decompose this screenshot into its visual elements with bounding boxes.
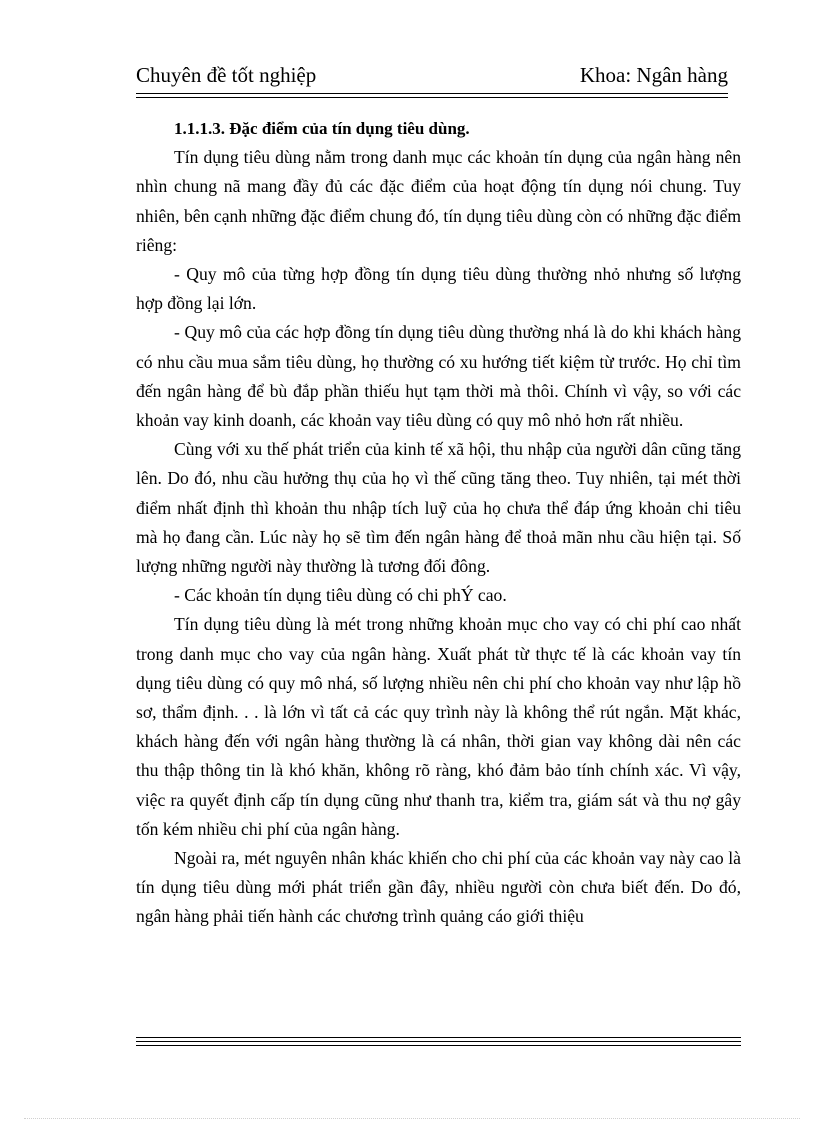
- paragraph-cost-detail: Tín dụng tiêu dùng là mét trong những khoản mục cho vay có chi phí cao nhất trong danh mục cho vay của ngân hàng. Xuất phát từ thực tế là các khoản vay tín dụng tiêu dùng có quy mô nhá, số lượng nhiều nên chi phí cho khoản vay như lập hồ sơ, thẩm định. . . là lớn vì tất cả các quy trình này là không thể rút ngắn. Mặt khác, khách hàng đến với ngân hàng thường là cá nhân, thời gian vay không dài nên các thu thập thông tin là khó khăn, không rõ ràng, khó đảm bảo tính chính xác. Vì vậy, việc ra quyết định cấp tín dụng cũng như thanh tra, kiểm tra, giám sát và thu nợ gây tốn kém nhiều chi phí của ngân hàng.: [136, 614, 741, 839]
- header-faculty: Khoa: Ngân hàng: [579, 63, 728, 87]
- paragraph-other-reason: Ngoài ra, mét nguyên nhân khác khiến cho chi phí của các khoản vay này cao là tín dụng tiêu dùng mới phát triển gần đây, nhiều người còn chưa biết đến. Do đó, ngân hàng phải tiến hành các chương trình quảng cáo giới thiệu: [136, 848, 741, 927]
- footer-rule: [136, 1037, 741, 1038]
- paragraph-bullet-cost: - Các khoản tín dụng tiêu dùng có chi phÝ cao.: [174, 585, 507, 606]
- paragraph-bullet-scale: - Quy mô của từng hợp đồng tín dụng tiêu dùng thường nhỏ nhưng số lượng hợp đồng lại lớn.: [136, 264, 741, 314]
- document-body: [136, 114, 741, 932]
- paragraph-intro: Tín dụng tiêu dùng nằm trong danh mục các khoản tín dụng của ngân hàng nên nhìn chung nã mang đầy đủ các đặc điểm của hoạt động tín dụng nói chung. Tuy nhiên, bên cạnh những đặc điểm chung đó, tín dụng tiêu dùng còn có những đặc điểm riêng:: [136, 147, 741, 255]
- footer-rule-thin: [136, 1045, 741, 1046]
- page-header: [136, 62, 728, 92]
- paragraph-bullet-reason: - Quy mô của các hợp đồng tín dụng tiêu dùng thường nhá là do khi khách hàng có nhu cầu mua sắm tiêu dùng, họ thường có xu hướng tiết kiệm từ trước. Họ chỉ tìm đến ngân hàng để bù đắp phần thiếu hụt tạm thời mà thôi. Chính vì vậy, so với các khoản vay kinh doanh, các khoản vay tiêu dùng có quy mô nhỏ hơn rất nhiều.: [136, 322, 741, 431]
- header-rule-thin: [136, 97, 728, 98]
- paragraph-trend: Cùng với xu thế phát triển của kinh tế xã hội, thu nhập của người dân cũng tăng lên. Do đó, nhu cầu hưởng thụ của họ vì thế cũng tăng theo. Tuy nhiên, tại mét thời điểm nhất định thì khoản thu nhập tích luỹ của họ chưa thể đáp ứng khoản chi tiêu mà họ đang cần. Lúc này họ sẽ tìm đến ngân hàng để thoả mãn nhu cầu hiện tại. Số lượng những người này thường là tương đối đông.: [136, 439, 741, 577]
- header-document-title: Chuyên đề tốt nghiệp: [136, 63, 317, 87]
- section-heading: 1.1.1.3. Đặc điểm của tín dụng tiêu dùng.: [174, 119, 470, 138]
- page-edge-divider: [24, 1118, 800, 1119]
- header-rule: [136, 93, 728, 94]
- footer-rule-thick: [136, 1041, 741, 1042]
